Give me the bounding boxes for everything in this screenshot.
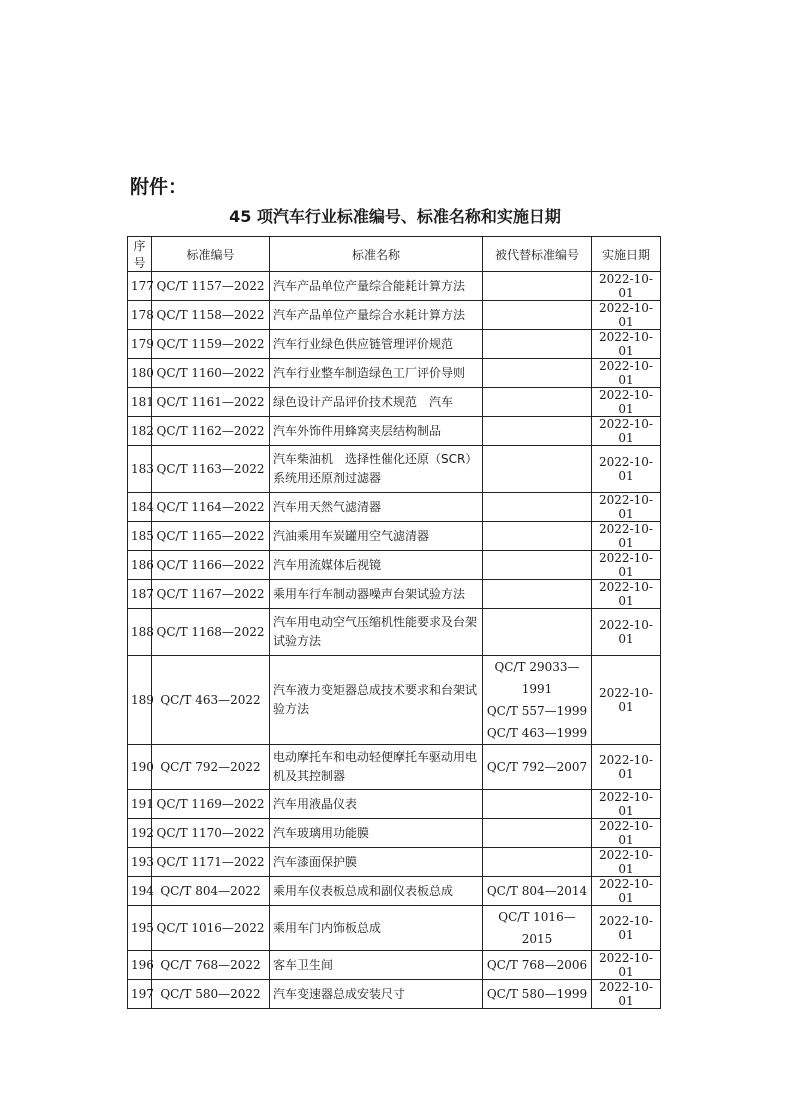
row-name: 汽车漆面保护膜: [270, 848, 483, 877]
header-date: 实施日期: [592, 237, 661, 272]
row-date: 2022-10-01: [592, 493, 661, 522]
row-date: 2022-10-01: [592, 446, 661, 493]
table-body: [128, 272, 661, 1009]
row-date: 2022-10-01: [592, 551, 661, 580]
row-date: 2022-10-01: [592, 272, 661, 301]
row-replaced: [483, 522, 592, 551]
table-row: [128, 493, 661, 522]
row-replaced: [483, 580, 592, 609]
row-code: QC/T 1171—2022: [152, 848, 270, 877]
row-name: 汽车用天然气滤清器: [270, 493, 483, 522]
row-replaced: [483, 848, 592, 877]
header-seq: 序号: [128, 237, 152, 272]
table-row: [128, 301, 661, 330]
table-row: [128, 790, 661, 819]
row-code: QC/T 768—2022: [152, 951, 270, 980]
row-seq: 195: [128, 906, 152, 951]
row-date: 2022-10-01: [592, 980, 661, 1009]
attachment-label: 附件：: [130, 176, 188, 198]
row-name: 汽车外饰件用蜂窝夹层结构制品: [270, 417, 483, 446]
row-replaced: [483, 446, 592, 493]
row-seq: 193: [128, 848, 152, 877]
row-code: QC/T 1160—2022: [152, 359, 270, 388]
row-code: QC/T 1170—2022: [152, 819, 270, 848]
row-seq: 177: [128, 272, 152, 301]
row-code: QC/T 1016—2022: [152, 906, 270, 951]
row-seq: 184: [128, 493, 152, 522]
header-replaced: 被代替标准编号: [483, 237, 592, 272]
row-name: 汽车用流媒体后视镜: [270, 551, 483, 580]
table-row: [128, 745, 661, 790]
row-replaced: [483, 656, 592, 745]
row-name: 汽车用电动空气压缩机性能要求及台架试验方法: [270, 609, 483, 656]
row-code: QC/T 1168—2022: [152, 609, 270, 656]
row-replaced: [483, 272, 592, 301]
row-seq: 187: [128, 580, 152, 609]
row-code: QC/T 1167—2022: [152, 580, 270, 609]
row-replaced: [483, 493, 592, 522]
row-seq: 197: [128, 980, 152, 1009]
row-name: 电动摩托车和电动轻便摩托车驱动用电机及其控制器: [270, 745, 483, 790]
row-code: QC/T 804—2022: [152, 877, 270, 906]
replaced-code: QC/T 1016—2015: [498, 910, 576, 946]
table-row: [128, 359, 661, 388]
table-row: [128, 848, 661, 877]
row-name: 汽车产品单位产量综合能耗计算方法: [270, 272, 483, 301]
row-replaced: [483, 301, 592, 330]
row-seq: 185: [128, 522, 152, 551]
row-date: 2022-10-01: [592, 330, 661, 359]
row-seq: 179: [128, 330, 152, 359]
row-seq: 186: [128, 551, 152, 580]
row-code: QC/T 1163—2022: [152, 446, 270, 493]
table-row: [128, 272, 661, 301]
row-replaced: [483, 359, 592, 388]
row-name: 汽车液力变矩器总成技术要求和台架试验方法: [270, 656, 483, 745]
row-name: 乘用车仪表板总成和副仪表板总成: [270, 877, 483, 906]
row-code: QC/T 1159—2022: [152, 330, 270, 359]
row-date: 2022-10-01: [592, 790, 661, 819]
row-code: QC/T 1169—2022: [152, 790, 270, 819]
row-name: 汽车柴油机 选择性催化还原（SCR）系统用还原剂过滤器: [270, 446, 483, 493]
table-row: [128, 906, 661, 951]
row-code: QC/T 1164—2022: [152, 493, 270, 522]
row-name: 客车卫生间: [270, 951, 483, 980]
row-date: 2022-10-01: [592, 522, 661, 551]
row-seq: 178: [128, 301, 152, 330]
replaced-code: QC/T 768—2006: [486, 958, 588, 972]
table-row: [128, 609, 661, 656]
table-row: [128, 551, 661, 580]
row-date: 2022-10-01: [592, 580, 661, 609]
row-replaced: [483, 819, 592, 848]
row-date: 2022-10-01: [592, 951, 661, 980]
table-row: [128, 417, 661, 446]
table-row: [128, 580, 661, 609]
table-row: [128, 388, 661, 417]
row-name: 乘用车行车制动器噪声台架试验方法: [270, 580, 483, 609]
replaced-code: QC/T 792—2007: [486, 760, 588, 774]
row-name: 汽车产品单位产量综合水耗计算方法: [270, 301, 483, 330]
table-row: [128, 819, 661, 848]
row-date: 2022-10-01: [592, 388, 661, 417]
row-seq: 191: [128, 790, 152, 819]
row-replaced: [483, 417, 592, 446]
document-title: 45 项汽车行业标准编号、标准名称和实施日期: [229, 207, 561, 226]
row-code: QC/T 1162—2022: [152, 417, 270, 446]
row-name: 乘用车门内饰板总成: [270, 906, 483, 951]
row-code: QC/T 1166—2022: [152, 551, 270, 580]
row-replaced: [483, 551, 592, 580]
row-date: 2022-10-01: [592, 877, 661, 906]
row-date: 2022-10-01: [592, 417, 661, 446]
row-name: 汽车变速器总成安装尺寸: [270, 980, 483, 1009]
row-date: 2022-10-01: [592, 656, 661, 745]
row-seq: 196: [128, 951, 152, 980]
table-row: [128, 980, 661, 1009]
replaced-code: QC/T 463—1999: [486, 726, 588, 740]
row-seq: 181: [128, 388, 152, 417]
row-seq: 183: [128, 446, 152, 493]
table-row: [128, 446, 661, 493]
row-replaced: [483, 745, 592, 790]
row-name: 汽车用液晶仪表: [270, 790, 483, 819]
row-seq: 194: [128, 877, 152, 906]
row-date: 2022-10-01: [592, 848, 661, 877]
row-code: QC/T 1165—2022: [152, 522, 270, 551]
row-replaced: [483, 980, 592, 1009]
row-name: 汽油乘用车炭罐用空气滤清器: [270, 522, 483, 551]
row-seq: 192: [128, 819, 152, 848]
row-code: QC/T 792—2022: [152, 745, 270, 790]
replaced-code: QC/T 557—1999: [486, 704, 588, 718]
row-code: QC/T 1158—2022: [152, 301, 270, 330]
row-code: QC/T 463—2022: [152, 656, 270, 745]
standards-table: [127, 236, 661, 1009]
row-code: QC/T 580—2022: [152, 980, 270, 1009]
row-name: 汽车行业绿色供应链管理评价规范: [270, 330, 483, 359]
row-replaced: [483, 388, 592, 417]
row-replaced: [483, 906, 592, 951]
row-name: 绿色设计产品评价技术规范 汽车: [270, 388, 483, 417]
replaced-code: QC/T 29033—1991: [494, 660, 580, 696]
row-date: 2022-10-01: [592, 301, 661, 330]
row-replaced: [483, 609, 592, 656]
replaced-code: QC/T 580—1999: [486, 987, 588, 1001]
row-replaced: [483, 877, 592, 906]
header-code: 标准编号: [152, 237, 270, 272]
row-seq: 182: [128, 417, 152, 446]
row-date: 2022-10-01: [592, 745, 661, 790]
table-row: [128, 877, 661, 906]
replaced-code: QC/T 804—2014: [486, 884, 588, 898]
row-replaced: [483, 951, 592, 980]
row-code: QC/T 1161—2022: [152, 388, 270, 417]
row-seq: 188: [128, 609, 152, 656]
row-date: 2022-10-01: [592, 359, 661, 388]
row-name: 汽车玻璃用功能膜: [270, 819, 483, 848]
header-name: 标准名称: [270, 237, 483, 272]
row-seq: 189: [128, 656, 152, 745]
row-seq: 180: [128, 359, 152, 388]
table-row: [128, 951, 661, 980]
table-row: [128, 522, 661, 551]
row-replaced: [483, 330, 592, 359]
row-seq: 190: [128, 745, 152, 790]
table-row: [128, 330, 661, 359]
row-code: QC/T 1157—2022: [152, 272, 270, 301]
row-date: 2022-10-01: [592, 609, 661, 656]
row-name: 汽车行业整车制造绿色工厂评价导则: [270, 359, 483, 388]
table-row: [128, 656, 661, 745]
table-header-row: [128, 237, 661, 272]
row-replaced: [483, 790, 592, 819]
row-date: 2022-10-01: [592, 819, 661, 848]
row-date: 2022-10-01: [592, 906, 661, 951]
